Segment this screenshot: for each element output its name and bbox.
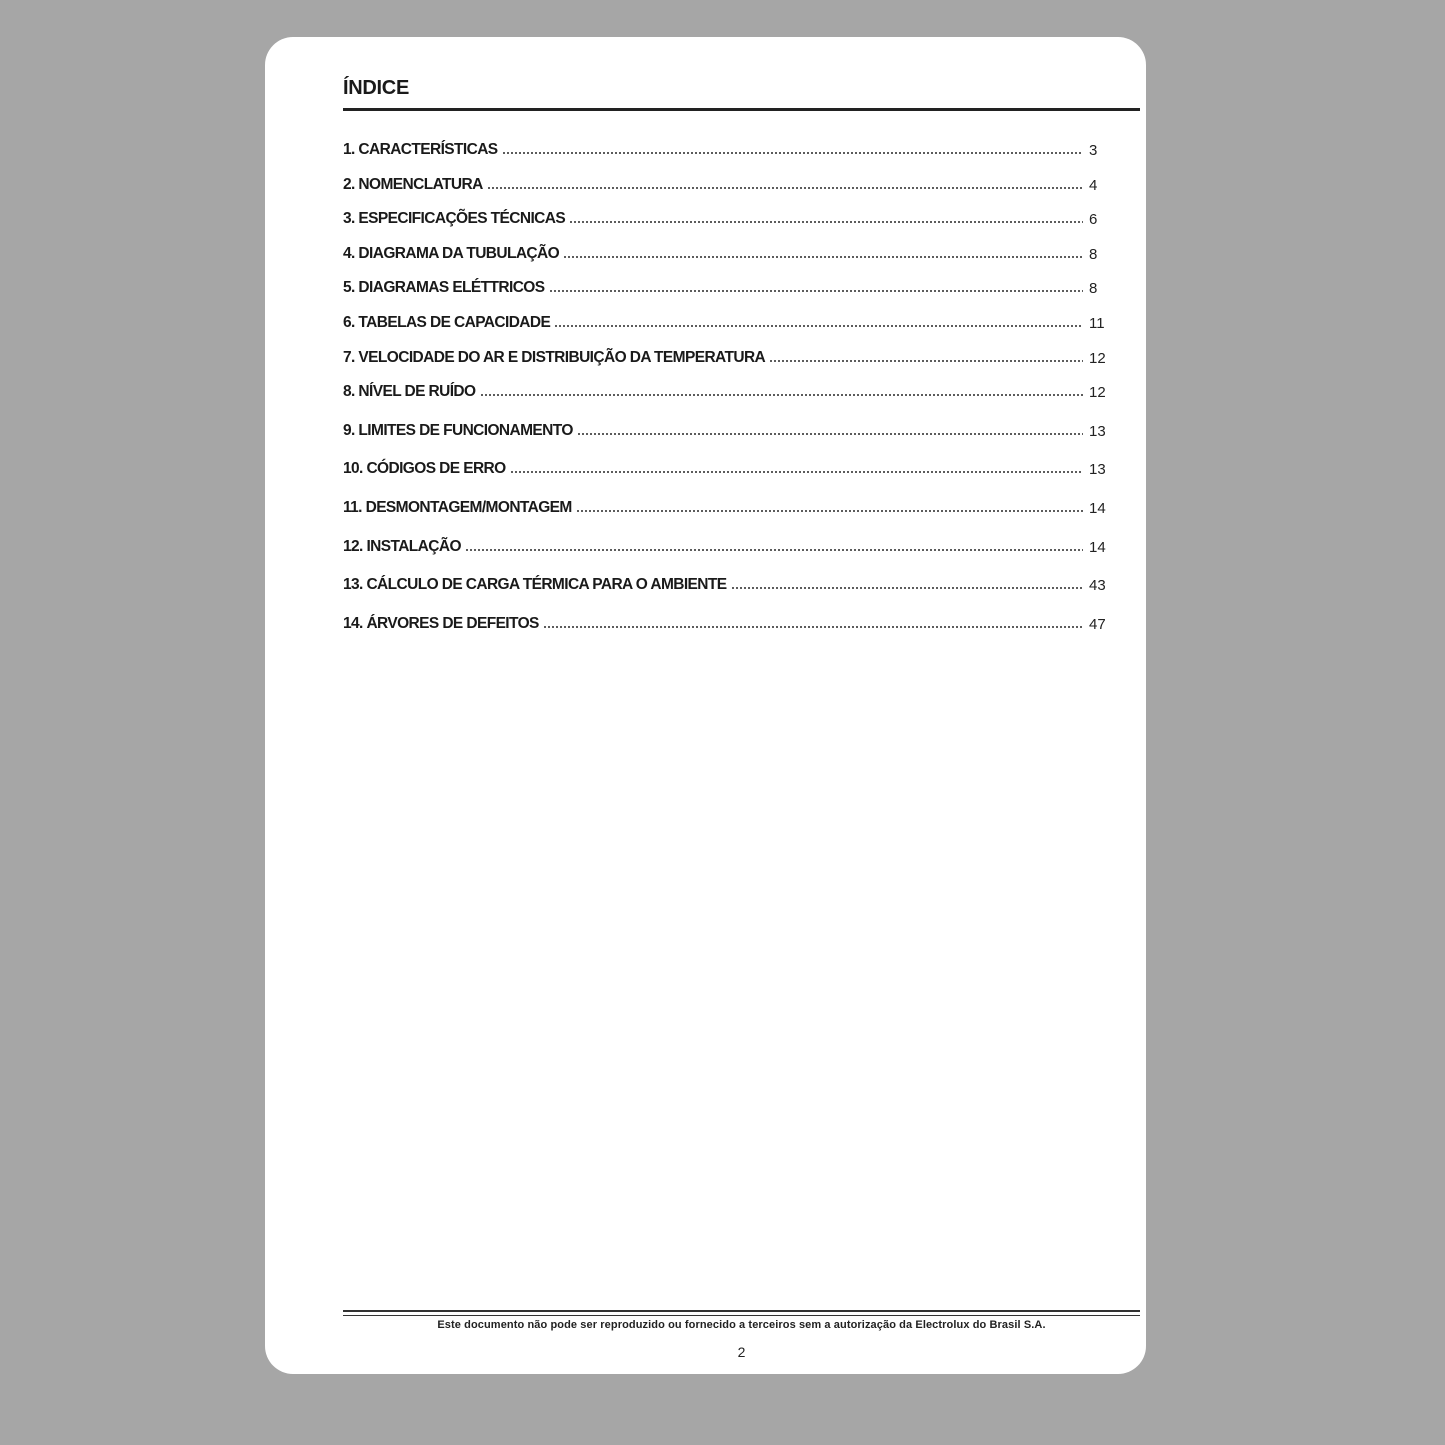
toc-entry-page: 13 (1089, 461, 1106, 478)
toc-entry-page: 12 (1089, 350, 1106, 367)
toc-entry-label: 13. CÁLCULO DE CARGA TÉRMICA PARA O AMBIENTE (343, 576, 727, 593)
toc-entry[interactable] (343, 611, 1111, 633)
dot-leader (569, 220, 1083, 224)
toc-entry[interactable] (343, 137, 1111, 159)
toc-entry-page: 47 (1089, 616, 1106, 633)
dot-leader (731, 586, 1084, 590)
dot-leader (480, 393, 1084, 397)
toc-entry[interactable] (343, 379, 1111, 401)
page-number: 2 (737, 1344, 746, 1360)
toc-entry[interactable] (343, 310, 1111, 332)
toc-entry-page: 3 (1089, 142, 1098, 159)
toc-entry[interactable] (343, 418, 1111, 440)
toc-entry-page: 13 (1089, 423, 1106, 440)
toc-entry-label: 7. VELOCIDADE DO AR E DISTRIBUIÇÃO DA TEMPERATURA (343, 349, 766, 366)
toc-entry[interactable] (343, 172, 1111, 194)
footer-divider (343, 1310, 1140, 1312)
toc-entry-page: 43 (1089, 577, 1106, 594)
copyright-notice: Este documento não pode ser reproduzido ou fornecido a terceiros sem a autorização da Electrolux do Brasil S.A. (437, 1319, 1046, 1331)
dot-leader (510, 470, 1083, 474)
toc-entry[interactable] (343, 345, 1111, 367)
toc-entry-label: 10. CÓDIGOS DE ERRO (343, 460, 506, 477)
toc-entry-label: 2. NOMENCLATURA (343, 176, 483, 193)
toc-entry-page: 8 (1089, 280, 1098, 297)
toc-entry[interactable] (343, 534, 1111, 556)
toc-entry-page: 8 (1089, 246, 1098, 263)
title-divider (343, 108, 1140, 111)
footer-divider-thin (343, 1315, 1140, 1316)
toc-entry-label: 8. NÍVEL DE RUÍDO (343, 383, 476, 400)
dot-leader (502, 151, 1083, 155)
dot-leader (769, 359, 1083, 363)
toc-entry-label: 6. TABELAS DE CAPACIDADE (343, 314, 551, 331)
toc-entry[interactable] (343, 241, 1111, 263)
toc-entry-page: 12 (1089, 384, 1106, 401)
toc-entry-page: 14 (1089, 539, 1106, 556)
toc-entry-label: 12. INSTALAÇÃO (343, 538, 461, 555)
dot-leader (487, 186, 1083, 190)
dot-leader (543, 625, 1083, 629)
toc-entry-label: 9. LIMITES DE FUNCIONAMENTO (343, 422, 573, 439)
dot-leader (576, 509, 1083, 513)
toc-entry-label: 1. CARACTERÍSTICAS (343, 141, 498, 158)
dot-leader (563, 255, 1083, 259)
toc-entry-page: 4 (1089, 177, 1098, 194)
toc-entry-label: 14. ÁRVORES DE DEFEITOS (343, 615, 539, 632)
dot-leader (465, 548, 1083, 552)
dot-leader (549, 289, 1084, 293)
page-title: ÍNDICE (343, 77, 409, 99)
dot-leader (554, 324, 1083, 328)
toc-entry-label: 5. DIAGRAMAS ELÉTTRICOS (343, 279, 545, 296)
toc-entry[interactable] (343, 456, 1111, 478)
toc-entry[interactable] (343, 495, 1111, 517)
toc-entry-label: 11. DESMONTAGEM/MONTAGEM (343, 499, 572, 516)
toc-entry-page: 6 (1089, 211, 1098, 228)
document-page (265, 37, 1146, 1374)
toc-entry-page: 14 (1089, 500, 1106, 517)
toc-entry-label: 4. DIAGRAMA DA TUBULAÇÃO (343, 245, 560, 262)
toc-entry-page: 11 (1089, 315, 1105, 332)
toc-entry[interactable] (343, 572, 1111, 594)
dot-leader (577, 432, 1083, 436)
toc-entry-label: 3. ESPECIFICAÇÕES TÉCNICAS (343, 210, 566, 227)
toc-entry[interactable] (343, 206, 1111, 228)
toc-entry[interactable] (343, 275, 1111, 297)
